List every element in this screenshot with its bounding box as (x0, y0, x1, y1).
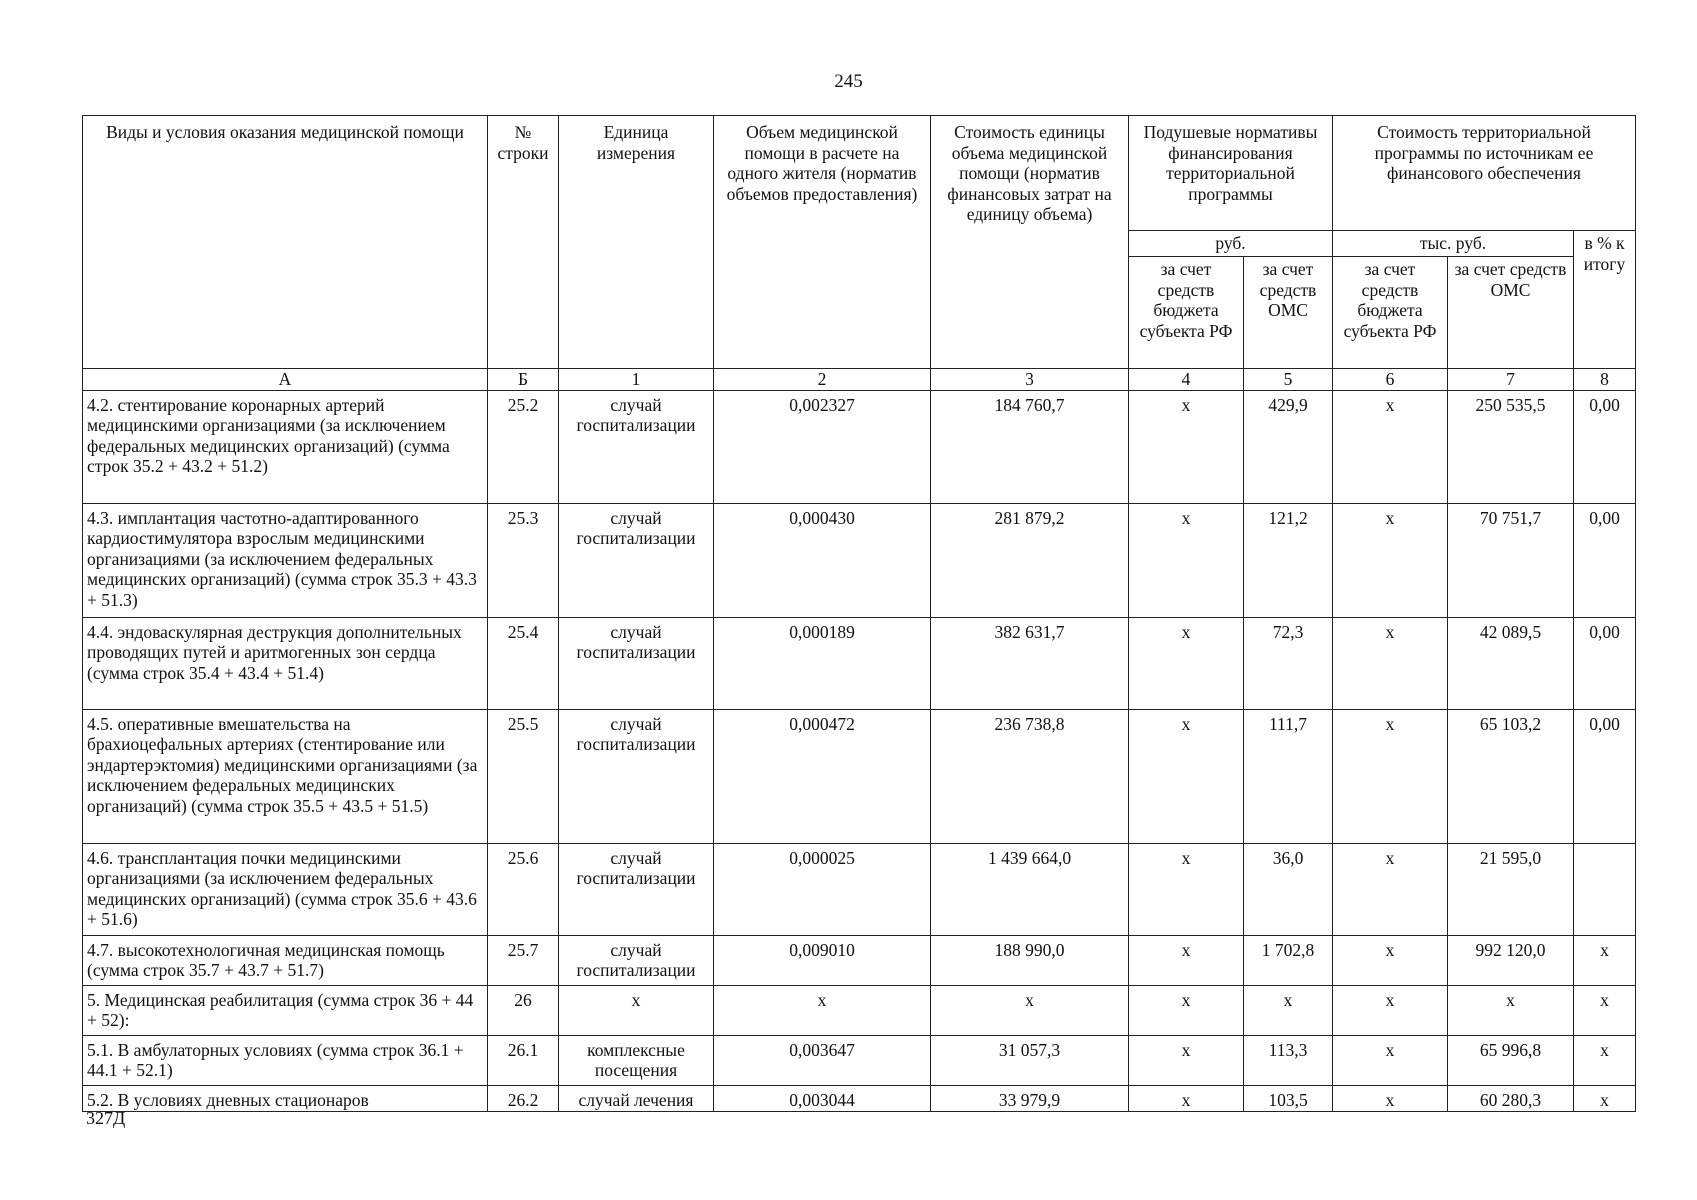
row-unit: случай лечения (559, 1085, 714, 1111)
document-code: 327Д (86, 1108, 126, 1128)
row-pct-total: 0,00 (1574, 390, 1636, 503)
row-pct-total: 0,00 (1574, 709, 1636, 843)
table-row (83, 503, 1636, 617)
row-cost: 188 990,0 (931, 935, 1129, 985)
row-budget-thous: х (1333, 843, 1448, 935)
row-volume: 0,003044 (714, 1085, 931, 1111)
index-cell: Б (488, 369, 559, 391)
row-budget-thous: х (1333, 617, 1448, 709)
row-label: 4.6. трансплантация почки медицинскими организациями (за исключением федеральных медицинских организаций) (сумма строк 35.6 + 43.6 + 51.6) (83, 843, 488, 935)
row-budget-thous: х (1333, 709, 1448, 843)
index-cell: 2 (714, 369, 931, 391)
row-unit: случай госпитализации (559, 709, 714, 843)
row-unit: случай госпитализации (559, 390, 714, 503)
index-cell: 1 (559, 369, 714, 391)
row-oms-thous: 42 089,5 (1448, 617, 1574, 709)
row-oms-rub: 72,3 (1244, 617, 1333, 709)
row-cost: 236 738,8 (931, 709, 1129, 843)
table-row (83, 390, 1636, 503)
row-oms-thous: х (1448, 985, 1574, 1035)
row-unit: случай госпитализации (559, 503, 714, 617)
row-volume: 0,009010 (714, 935, 931, 985)
row-pct-total: 0,00 (1574, 503, 1636, 617)
row-budget-thous: х (1333, 1085, 1448, 1111)
row-oms-rub: 36,0 (1244, 843, 1333, 935)
row-budget-thous: х (1333, 503, 1448, 617)
row-budget-rub: х (1129, 390, 1244, 503)
table-row (83, 709, 1636, 843)
row-oms-thous: 70 751,7 (1448, 503, 1574, 617)
row-number: 25.7 (488, 935, 559, 985)
row-budget-rub: х (1129, 1085, 1244, 1111)
row-budget-rub: х (1129, 935, 1244, 985)
row-cost: х (931, 985, 1129, 1035)
table-row (83, 985, 1636, 1035)
row-cost: 184 760,7 (931, 390, 1129, 503)
row-pct-total: 0,00 (1574, 617, 1636, 709)
row-oms-thous: 65 103,2 (1448, 709, 1574, 843)
row-label: 5.1. В амбулаторных условиях (сумма строк 36.1 + 44.1 + 52.1) (83, 1035, 488, 1085)
row-number: 26.1 (488, 1035, 559, 1085)
row-volume: 0,000430 (714, 503, 931, 617)
index-cell: 6 (1333, 369, 1448, 391)
row-budget-rub: х (1129, 985, 1244, 1035)
column-index-row (83, 369, 1636, 391)
header-budget-rf-rub: за счет средств бюджета субъекта РФ (1129, 257, 1244, 369)
row-oms-rub: 1 702,8 (1244, 935, 1333, 985)
table-row (83, 935, 1636, 985)
row-cost: 31 057,3 (931, 1035, 1129, 1085)
row-pct-total: х (1574, 985, 1636, 1035)
row-cost: 33 979,9 (931, 1085, 1129, 1111)
row-oms-rub: 103,5 (1244, 1085, 1333, 1111)
index-cell: А (83, 369, 488, 391)
row-oms-thous: 60 280,3 (1448, 1085, 1574, 1111)
row-budget-rub: х (1129, 617, 1244, 709)
row-pct-total: х (1574, 1035, 1636, 1085)
row-number: 26 (488, 985, 559, 1035)
index-cell: 8 (1574, 369, 1636, 391)
row-pct-total: х (1574, 935, 1636, 985)
row-volume: 0,002327 (714, 390, 931, 503)
row-label: 5.2. В условиях дневных стационаров (83, 1085, 488, 1111)
index-cell: 4 (1129, 369, 1244, 391)
row-budget-thous: х (1333, 390, 1448, 503)
row-budget-thous: х (1333, 985, 1448, 1035)
row-cost: 382 631,7 (931, 617, 1129, 709)
row-oms-thous: 992 120,0 (1448, 935, 1574, 985)
row-number: 26.2 (488, 1085, 559, 1111)
row-oms-rub: 121,2 (1244, 503, 1333, 617)
row-number: 25.2 (488, 390, 559, 503)
header-oms-rub: за счет средств ОМС (1244, 257, 1333, 369)
row-unit: случай госпитализации (559, 935, 714, 985)
row-budget-rub: х (1129, 709, 1244, 843)
row-label: 4.5. оперативные вмешательства на брахиоцефальных артериях (стентирование или эндартерэктомия) медицинскими организациями (за исключением федеральных медицинских организаций) (сумма строк 35.5 + 43.5 + 51.5) (83, 709, 488, 843)
row-budget-rub: х (1129, 503, 1244, 617)
table-row (83, 843, 1636, 935)
row-unit: случай госпитализации (559, 843, 714, 935)
row-label: 4.3. имплантация частотно-адаптированного кардиостимулятора взрослым медицинскими организациями (за исключением федеральных медицинских организаций) (сумма строк 35.3 + 43.3 + 51.3) (83, 503, 488, 617)
table-row (83, 1035, 1636, 1085)
row-unit: случай госпитализации (559, 617, 714, 709)
header-rub: руб. (1129, 231, 1333, 257)
header-col-678: Стоимость территориальной программы по источникам ее финансового обеспечения (1333, 116, 1636, 231)
row-label: 4.2. стентирование коронарных артерий медицинскими организациями (за исключением федеральных медицинских организаций) (сумма строк 35.2 + 43.2 + 51.2) (83, 390, 488, 503)
table-row (83, 617, 1636, 709)
row-oms-thous: 250 535,5 (1448, 390, 1574, 503)
header-col-1: Единица измерения (559, 116, 714, 369)
row-volume: 0,000025 (714, 843, 931, 935)
index-cell: 5 (1244, 369, 1333, 391)
row-unit: х (559, 985, 714, 1035)
row-volume: х (714, 985, 931, 1035)
row-number: 25.4 (488, 617, 559, 709)
row-budget-rub: х (1129, 1035, 1244, 1085)
row-number: 25.5 (488, 709, 559, 843)
row-unit: комплексные посещения (559, 1035, 714, 1085)
header-col-b: № строки (488, 116, 559, 369)
row-budget-thous: х (1333, 935, 1448, 985)
row-oms-thous: 21 595,0 (1448, 843, 1574, 935)
row-oms-thous: 65 996,8 (1448, 1035, 1574, 1085)
row-oms-rub: 113,3 (1244, 1035, 1333, 1085)
row-label: 4.7. высокотехнологичная медицинская помощь (сумма строк 35.7 + 43.7 + 51.7) (83, 935, 488, 985)
row-label: 4.4. эндоваскулярная деструкция дополнительных проводящих путей и аритмогенных зон сердца (сумма строк 35.4 + 43.4 + 51.4) (83, 617, 488, 709)
row-volume: 0,000189 (714, 617, 931, 709)
row-budget-thous: х (1333, 1035, 1448, 1085)
row-budget-rub: х (1129, 843, 1244, 935)
row-oms-rub: 111,7 (1244, 709, 1333, 843)
row-number: 25.6 (488, 843, 559, 935)
row-pct-total: х (1574, 1085, 1636, 1111)
row-volume: 0,003647 (714, 1035, 931, 1085)
index-cell: 3 (931, 369, 1129, 391)
row-oms-rub: х (1244, 985, 1333, 1035)
row-cost: 1 439 664,0 (931, 843, 1129, 935)
header-col-a: Виды и условия оказания медицинской помощи (83, 116, 488, 369)
table-row (83, 1085, 1636, 1111)
header-budget-rf-thous: за счет средств бюджета субъекта РФ (1333, 257, 1448, 369)
header-col-2: Объем медицинской помощи в расчете на одного жителя (норматив объемов предоставления) (714, 116, 931, 369)
index-cell: 7 (1448, 369, 1574, 391)
row-label: 5. Медицинская реабилитация (сумма строк 36 + 44 + 52): (83, 985, 488, 1035)
row-cost: 281 879,2 (931, 503, 1129, 617)
row-oms-rub: 429,9 (1244, 390, 1333, 503)
row-volume: 0,000472 (714, 709, 931, 843)
row-number: 25.3 (488, 503, 559, 617)
header-pct-total: в % к итогу (1574, 231, 1636, 369)
row-pct-total (1574, 843, 1636, 935)
header-oms-thous: за счет средств ОМС (1448, 257, 1574, 369)
header-col-45: Подушевые нормативы финансирования территориальной программы (1129, 116, 1333, 231)
page-number: 245 (834, 71, 863, 92)
tariff-table (82, 115, 1636, 1112)
header-thous-rub: тыс. руб. (1333, 231, 1574, 257)
header-col-3: Стоимость единицы объема медицинской помощи (норматив финансовых затрат на единицу объема) (931, 116, 1129, 369)
